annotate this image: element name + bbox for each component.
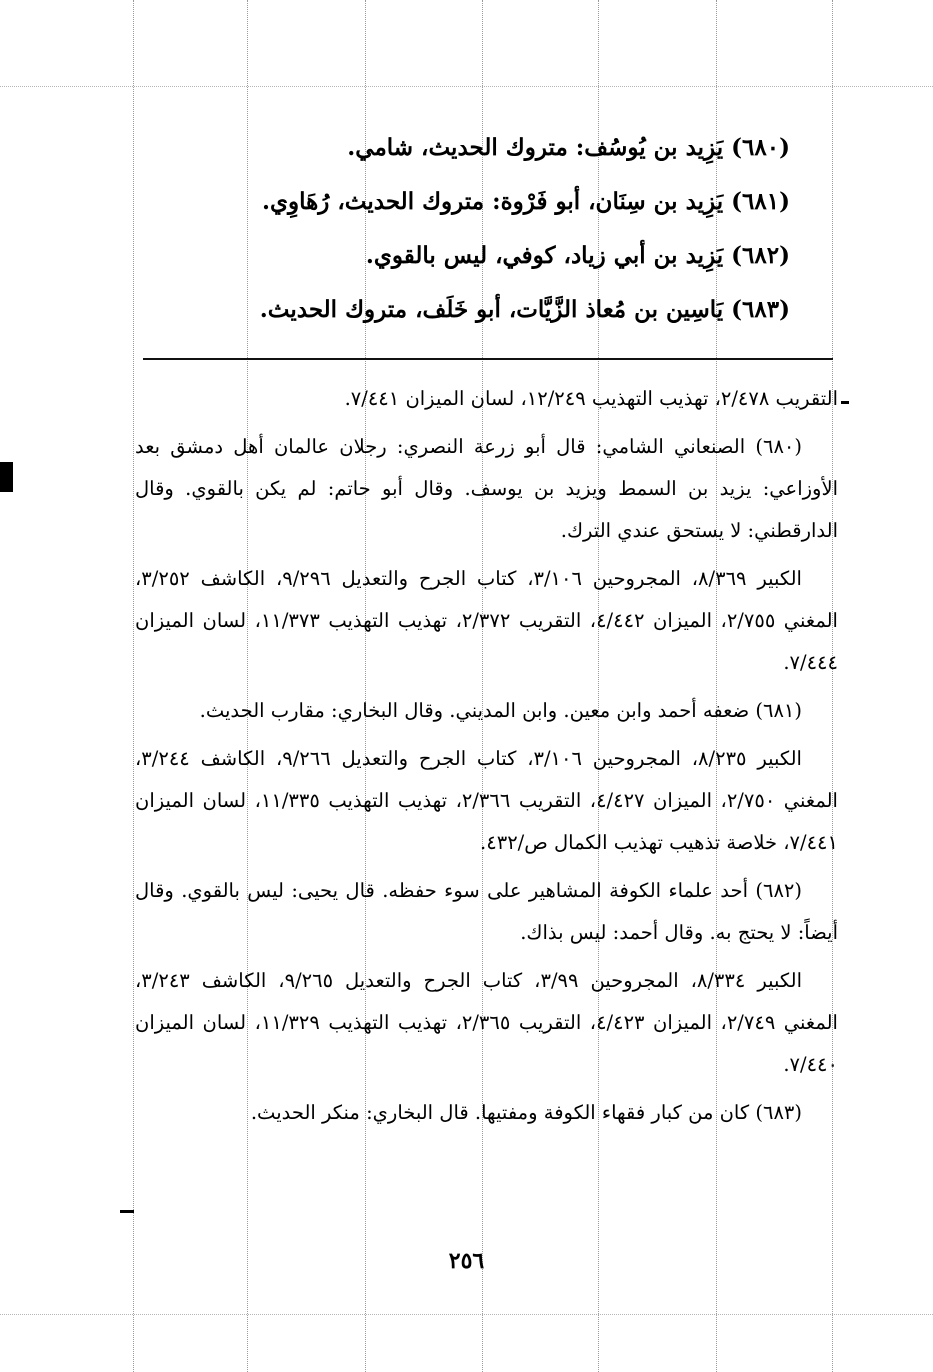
footnote-682: (٦٨٢) أحد علماء الكوفة المشاهير على سوء حفظه. قال يحيى: ليس بالقوي. وقال أيضاً: لا يحتج به. وقال أحمد: ليس بذاك.	[135, 879, 838, 944]
footnote-682-sources: الكبير ٨/٣٣٤، المجروحين ٣/٩٩، كتاب الجرح والتعديل ٩/٢٦٥، الكاشف ٣/٢٤٣، المغني ٢/٧٤٩، الميزان ٤/٤٢٣، التقريب ٢/٣٦٥، تهذيب التهذيب ١١/٣٢٩، لسان الميزان ٧/٤٤٠.	[135, 969, 838, 1076]
scan-guide-line	[133, 0, 134, 1372]
footnote-separator	[143, 358, 833, 360]
entry-681: (٦٨١) يَزِيد بن سِنَان، أبو فَرْوة: متروك الحديث، رُهَاوِي.	[261, 188, 790, 215]
footnote-680-sources: الكبير ٨/٣٦٩، المجروحين ٣/١٠٦، كتاب الجرح والتعديل ٩/٢٩٦، الكاشف ٣/٢٥٢، المغني ٢/٧٥٥، الميزان ٤/٤٤٢، التقريب ٢/٣٧٢، تهذيب التهذيب ١١/٣٧٣، لسان الميزان ٧/٤٤٤.	[135, 567, 838, 674]
page-number: ٢٥٦	[448, 1248, 485, 1274]
scan-guide-line	[0, 1314, 933, 1315]
entries-list	[180, 125, 790, 341]
entry-680: (٦٨٠) يَزِيد بن يُوسُف: متروك الحديث، شامي.	[347, 134, 790, 161]
footnote-681-sources: الكبير ٨/٢٣٥، المجروحين ٣/١٠٦، كتاب الجرح والتعديل ٩/٢٦٦، الكاشف ٣/٢٤٤، المغني ٢/٧٥٠، الميزان ٤/٤٢٧، التقريب ٢/٣٦٦، تهذيب التهذيب ١١/٣٣٥، لسان الميزان ٧/٤٤١، خلاصة تذهيب تهذيب الكمال ص/٤٣٢.	[135, 747, 838, 854]
footnote-680: (٦٨٠) الصنعاني الشامي: قال أبو زرعة النصري: رجلان عالمان أهل دمشق بعد الأوزاعي: يزيد بن السمط ويزيد بن يوسف. وقال أبو حاتم: لم يكن بالقوي. وقال الدارقطني: لا يستحق عندي الترك.	[135, 435, 838, 542]
continuation-mark	[120, 1210, 134, 1213]
scan-guide-line	[0, 86, 933, 87]
footnotes	[135, 378, 838, 1140]
footnote-683: (٦٨٣) كان من كبار فقهاء الكوفة ومفتيها. قال البخاري: منكر الحديث.	[250, 1101, 802, 1124]
footnote-continuation: التقريب ٢/٤٧٨، تهذيب التهذيب ١٢/٢٤٩، لسان الميزان ٧/٤٤١.	[344, 387, 838, 410]
page-edge-mark	[0, 462, 13, 492]
footnote-681: (٦٨١) ضعفه أحمد وابن معين. وابن المديني. وقال البخاري: مقارب الحديث.	[199, 699, 802, 722]
entry-682: (٦٨٢) يَزِيد بن أبي زياد، كوفي، ليس بالقوي.	[365, 242, 790, 269]
entry-683: (٦٨٣) يَاسِين بن مُعاذ الزَّيَّات، أبو خَلَف، متروك الحديث.	[259, 296, 790, 323]
continuation-mark	[841, 401, 849, 404]
